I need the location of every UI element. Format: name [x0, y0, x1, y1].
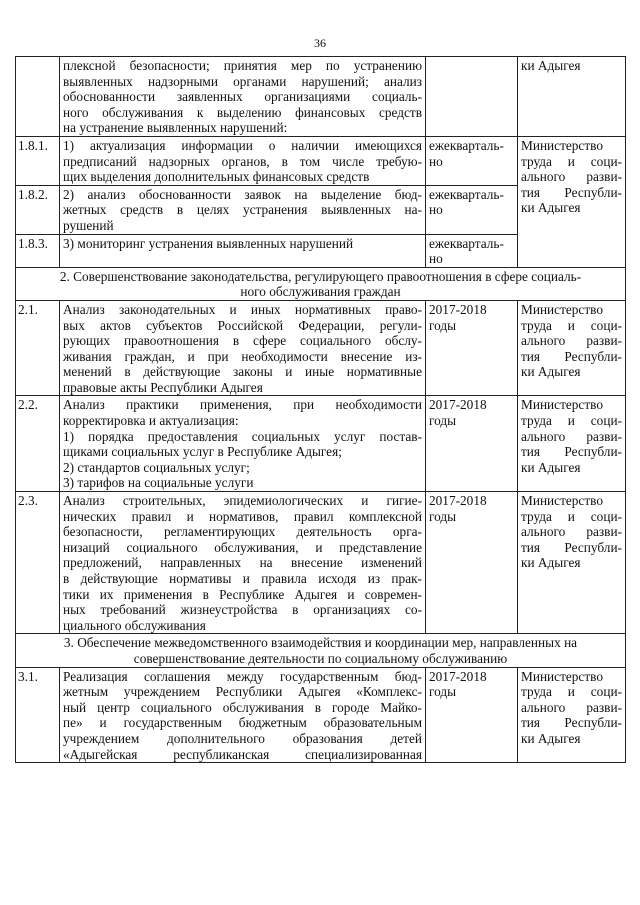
text-line: на устранение выявленных нарушений:: [63, 120, 288, 136]
item-number: 1.8.3.: [16, 234, 60, 267]
activity-cell: [60, 492, 426, 634]
executor-line: Министерство: [521, 397, 603, 413]
term-cell: [426, 396, 518, 492]
item-number: 2.1.: [16, 300, 60, 396]
executor-line: труда и соци-: [521, 684, 622, 700]
executor-line: ки Адыгея: [521, 459, 581, 475]
section-header-row: [16, 267, 626, 300]
term-line: 2017-2018: [429, 397, 487, 413]
term-line: но: [429, 202, 443, 218]
section-header-row: [16, 634, 626, 667]
term-cell: [426, 57, 518, 137]
text-line: учреждением дополнительного образования детей: [63, 730, 422, 746]
executor-line: тия Республи-: [521, 539, 622, 555]
text-line: Анализ строительных, эпидемиологических и гигие-: [63, 493, 422, 509]
table-row: [16, 396, 626, 492]
executor-line: ального разви-: [521, 428, 622, 444]
text-line: «Адыгейская республиканская специализированная: [63, 746, 422, 762]
executor-line: тия Республи-: [521, 184, 622, 200]
text-line: пе» и государственным бюджетным образовательным: [63, 715, 422, 731]
executor-line: ального разви-: [521, 524, 622, 540]
text-line: в действующие нормативы и правила исходя из прак-: [63, 571, 422, 586]
text-line: низаций социального обслуживания, и представление: [63, 539, 422, 555]
text-line: 1) порядка предоставления социальных услуг постав-: [63, 428, 422, 444]
text-line: живания граждан, и при необходимости внесение из-: [63, 348, 422, 364]
text-line: предписаний надзорных органов, в том числе требую-: [63, 153, 422, 169]
term-line: годы: [429, 317, 457, 333]
executor-line: ки Адыгея: [521, 364, 581, 380]
text-line: жетных средств в целях устранения выявленных на-: [63, 202, 422, 218]
term-line: но: [429, 251, 443, 267]
text-line: плексной безопасности; принятия мер по устранению: [63, 58, 422, 73]
text-line: предложений, направленных на внесение изменений: [63, 555, 422, 571]
term-line: ежекварталь-: [429, 235, 504, 251]
text-line: 3) мониторинг устранения выявленных нарушений: [63, 235, 354, 251]
text-line: Анализ практики применения, при необходимости: [63, 397, 422, 413]
executor-line: труда и соци-: [521, 317, 622, 333]
term-line: ежекварталь-: [429, 137, 504, 153]
item-number: 3.1.: [16, 667, 60, 763]
executor-cell: [518, 492, 626, 634]
term-line: ежекварталь-: [429, 186, 504, 202]
table-row: [16, 492, 626, 634]
text-line: 2) стандартов социальных услуг;: [63, 459, 250, 475]
term-line: годы: [429, 413, 457, 429]
text-line: щиками социальных услуг в Республике Адыгея;: [63, 444, 342, 460]
section-line: совершенствование деятельности по социальному обслуживанию: [133, 650, 508, 666]
text-line: 3) тарифов на социальные услуги: [63, 475, 254, 491]
executor-cell: [518, 136, 626, 267]
text-line: жетным учреждением Республики Адыгея «Комплекс-: [63, 684, 422, 700]
executor-line: тия Республи-: [521, 715, 622, 731]
term-line: 2017-2018: [429, 493, 487, 509]
section-line: 3. Обеспечение межведомственного взаимодействия и координации мер, направленных на: [63, 635, 578, 651]
term-cell: [426, 185, 518, 234]
activity-cell: [60, 57, 426, 137]
activity-cell: [60, 396, 426, 492]
text-line: безопасности, регламентирующих деятельность орга-: [63, 524, 422, 540]
text-line: обоснованности заявленных организациями социаль-: [63, 89, 422, 105]
executor-line: ального разви-: [521, 169, 622, 185]
text-line: Реализация соглашения между государственным бюд-: [63, 668, 422, 684]
executor-cell: [518, 396, 626, 492]
executor-cell: [518, 57, 626, 137]
section-line: 2. Совершенствование законодательства, регулирующего правоотношения в сфере социаль-: [59, 268, 582, 284]
executor-line: ки Адыгея: [521, 58, 581, 73]
executor-line: Министерство: [521, 301, 603, 317]
executor-line: ального разви-: [521, 699, 622, 715]
executor-line: ального разви-: [521, 333, 622, 349]
page-number: 36: [314, 36, 326, 50]
executor-cell: [518, 300, 626, 396]
text-line: циального обслуживания: [63, 617, 206, 633]
executor-line: труда и соци-: [521, 413, 622, 429]
activity-cell: [60, 300, 426, 396]
item-number: 1.8.2.: [16, 185, 60, 234]
item-number-cell: [16, 57, 60, 137]
text-line: рующих правоотношения в сфере социального обслу-: [63, 333, 422, 349]
text-line: 1) актуализация информации о наличии имеющихся: [63, 137, 422, 153]
section-title: [16, 634, 626, 667]
executor-line: Министерство: [521, 137, 603, 153]
plan-table: [15, 56, 626, 763]
text-line: ного обслуживания к выделению финансовых средств: [63, 104, 422, 120]
term-line: 2017-2018: [429, 301, 487, 317]
term-cell: [426, 300, 518, 396]
table-row: [16, 300, 626, 396]
term-line: годы: [429, 684, 457, 700]
activity-cell: [60, 185, 426, 234]
table-row: [16, 136, 626, 185]
text-line: вых актов субъектов Российской Федерации, регули-: [63, 317, 422, 333]
activity-cell: [60, 234, 426, 267]
term-cell: [426, 492, 518, 634]
term-cell: [426, 234, 518, 267]
executor-line: труда и соци-: [521, 153, 622, 169]
executor-line: ки Адыгея: [521, 200, 581, 216]
term-line: годы: [429, 508, 457, 524]
text-line: щих выделения дополнительных финансовых средств: [63, 169, 370, 185]
table-row: [16, 57, 626, 137]
executor-line: тия Республи-: [521, 348, 622, 364]
text-line: правовые акты Республики Адыгея: [63, 379, 263, 395]
executor-line: Министерство: [521, 493, 603, 509]
activity-cell: [60, 667, 426, 763]
text-line: менений в действующие законы и иные нормативные: [63, 364, 422, 380]
text-line: ных требований жизнеустройства в организациях со-: [63, 602, 422, 618]
item-number: 2.2.: [16, 396, 60, 492]
executor-cell: [518, 667, 626, 763]
activity-cell: [60, 136, 426, 185]
term-line: 2017-2018: [429, 668, 487, 684]
executor-line: тия Республи-: [521, 444, 622, 460]
text-line: выявленных надзорными органами нарушений; анализ: [63, 73, 422, 89]
item-number: 1.8.1.: [16, 136, 60, 185]
executor-line: ки Адыгея: [521, 730, 581, 746]
section-title: [16, 267, 626, 300]
text-line: 2) анализ обоснованности заявок на выделение бюд-: [63, 186, 422, 202]
text-line: нических правил и нормативов, правил комплексной: [63, 508, 422, 524]
executor-line: труда и соци-: [521, 508, 622, 524]
term-line: но: [429, 153, 443, 169]
text-line: Анализ законодательных и иных нормативных право-: [63, 301, 422, 317]
text-line: ный центр социального обслуживания в городе Майко-: [63, 699, 422, 715]
table-row: [16, 667, 626, 763]
text-line: тики их применения в Республике Адыгея и современ-: [63, 586, 422, 602]
item-number: 2.3.: [16, 492, 60, 634]
term-cell: [426, 667, 518, 763]
term-cell: [426, 136, 518, 185]
text-line: рушений: [63, 217, 114, 233]
section-line: ного обслуживания граждан: [240, 284, 401, 300]
executor-line: Министерство: [521, 668, 603, 684]
text-line: корректировка и актуализация:: [63, 413, 239, 429]
executor-line: ки Адыгея: [521, 555, 581, 571]
